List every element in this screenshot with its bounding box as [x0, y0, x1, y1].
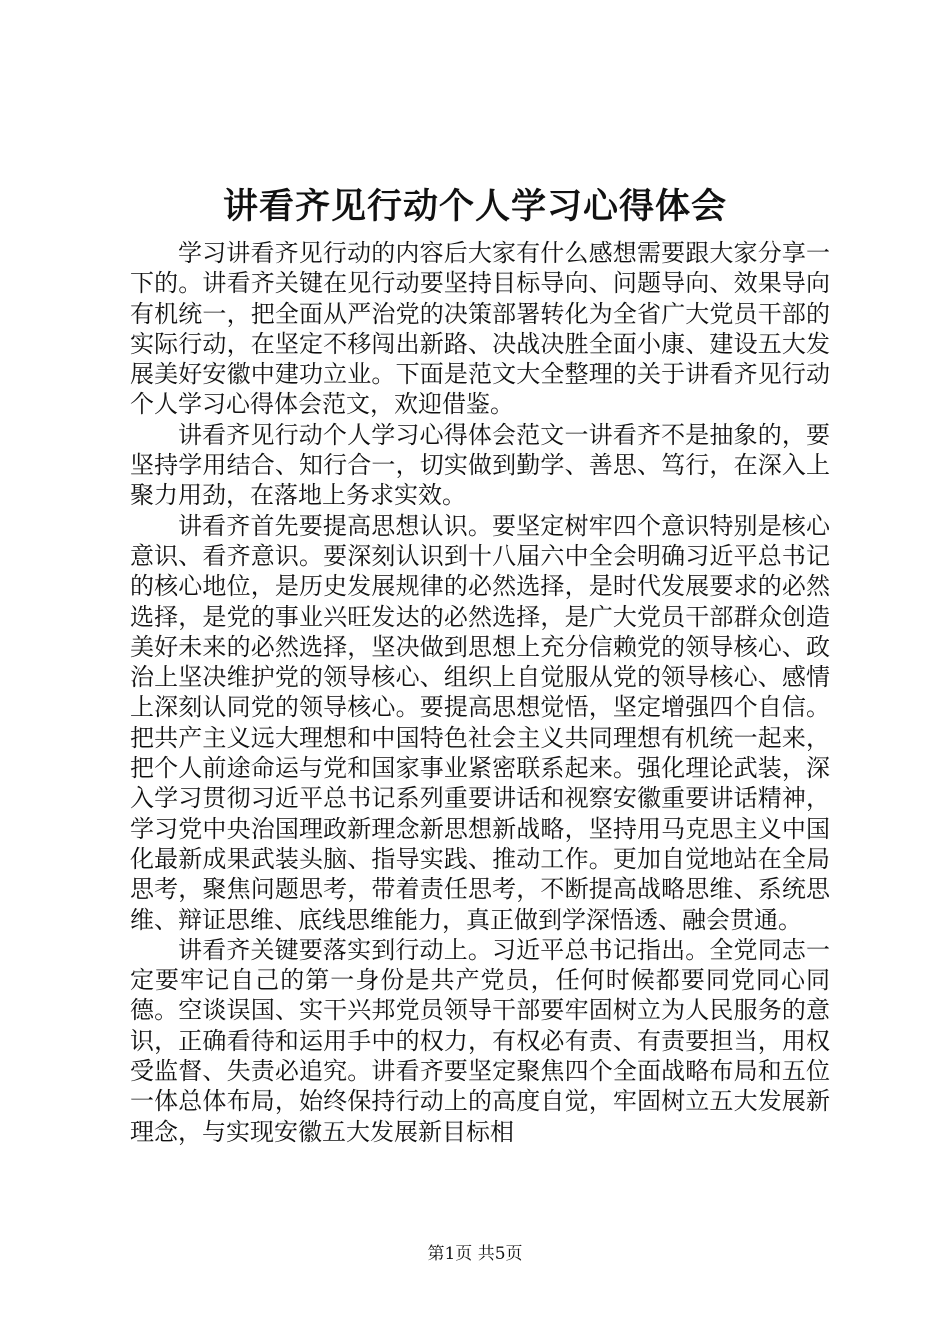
paragraph-1: 学习讲看齐见行动的内容后大家有什么感想需要跟大家分享一下的。讲看齐关键在见行动要坚持目标导向、问题导向、效果导向有机统一，把全面从严治党的决策部署转化为全省广大党员干部的实际行动，在坚定不移闯出新路、决战决胜全面小康、建设五大发展美好安徽中建功立业。下面是范文大全整理的关于讲看齐见行动个人学习心得体会范文，欢迎借鉴。 [130, 239, 830, 419]
paragraph-4: 讲看齐关键要落实到行动上。习近平总书记指出。全党同志一定要牢记自己的第一身份是共产党员，任何时候都要同党同心同德。空谈误国、实干兴邦党员领导干部要牢固树立为人民服务的意识，正确看待和运用手中的权力，有权必有责、有责要担当，用权受监督、失责必追究。讲看齐要坚定聚焦四个全面战略布局和五位一体总体布局，始终保持行动上的高度自觉，牢固树立五大发展新理念，与实现安徽五大发展新目标相 [130, 935, 830, 1146]
paragraph-2: 讲看齐见行动个人学习心得体会范文一讲看齐不是抽象的，要坚持学用结合、知行合一，切实做到勤学、善思、笃行，在深入上聚力用劲，在落地上务求实效。 [130, 420, 830, 510]
page-footer [0, 1242, 950, 1266]
document-body [130, 238, 830, 1147]
page-number: 第1页 共5页 [427, 1244, 523, 1264]
paragraph-3: 讲看齐首先要提高思想认识。要坚定树牢四个意识特别是核心意识、看齐意识。要深刻认识到十八届六中全会明确习近平总书记的核心地位，是历史发展规律的必然选择，是时代发展要求的必然选择，是党的事业兴旺发达的必然选择，是广大党员干部群众创造美好未来的必然选择，坚决做到思想上充分信赖党的领导核心、政治上坚决维护党的领导核心、组织上自觉服从党的领导核心、感情上深刻认同党的领导核心。要提高思想觉悟，坚定增强四个自信。把共产主义远大理想和中国特色社会主义共同理想有机统一起来，把个人前途命运与党和国家事业紧密联系起来。强化理论武装，深入学习贯彻习近平总书记系列重要讲话和视察安徽重要讲话精神，学习党中央治国理政新理念新思想新战略，坚持用马克思主义中国化最新成果武装头脑、指导实践、推动工作。更加自觉地站在全局思考，聚焦问题思考，带着责任思考，不断提高战略思维、系统思维、辩证思维、底线思维能力，真正做到学深悟透、融会贯通。 [130, 511, 830, 934]
document-title: 讲看齐见行动个人学习心得体会 [222, 186, 727, 227]
